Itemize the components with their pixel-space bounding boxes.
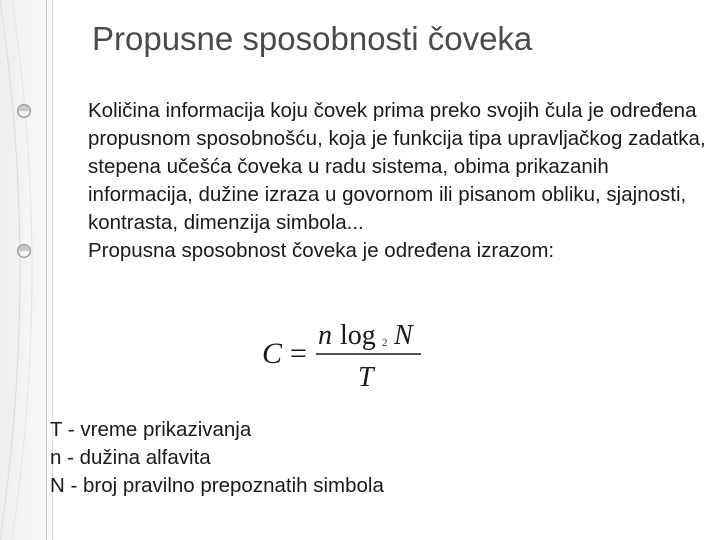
legend-item: N - broj pravilno prepoznatih simbola xyxy=(50,474,384,497)
legend-item: T - vreme prikazivanja xyxy=(50,418,252,441)
formula-denominator: T xyxy=(358,362,374,393)
slide-title: Propusne sposobnosti čoveka xyxy=(92,20,533,57)
formula-numerator-n: n xyxy=(318,320,332,351)
decorative-edge xyxy=(0,0,54,540)
formula-numerator-N: N xyxy=(394,320,413,351)
bullet-item xyxy=(88,237,708,265)
formula-equals: = xyxy=(290,337,307,370)
edge-line xyxy=(46,0,47,540)
formula-log-base: 2 xyxy=(382,337,388,349)
bullet-list xyxy=(88,97,708,265)
bullet-item xyxy=(88,97,708,237)
capacity-formula xyxy=(258,313,433,398)
bullet-text: Količina informacija koju čovek prima preko svojih čula je određena propusnom sposobnošću, koja je funkcija tipa upravljačkog zadatka, stepena učešća čoveka u radu sistema, obima prikazanih informacija, dužine izraza u govornom ili pisanom obliku, sjajnosti, kontrasta, dimenzija simbola... xyxy=(88,99,706,234)
formula-lhs: C xyxy=(262,337,283,370)
legend-item: n - dužina alfavita xyxy=(50,446,211,469)
variable-legend xyxy=(50,416,384,500)
bullet-icon xyxy=(15,242,33,260)
bullet-icon xyxy=(15,102,33,120)
formula-numerator-log: log xyxy=(340,320,376,351)
bullet-text: Propusna sposobnost čoveka je određena izrazom: xyxy=(88,239,555,262)
